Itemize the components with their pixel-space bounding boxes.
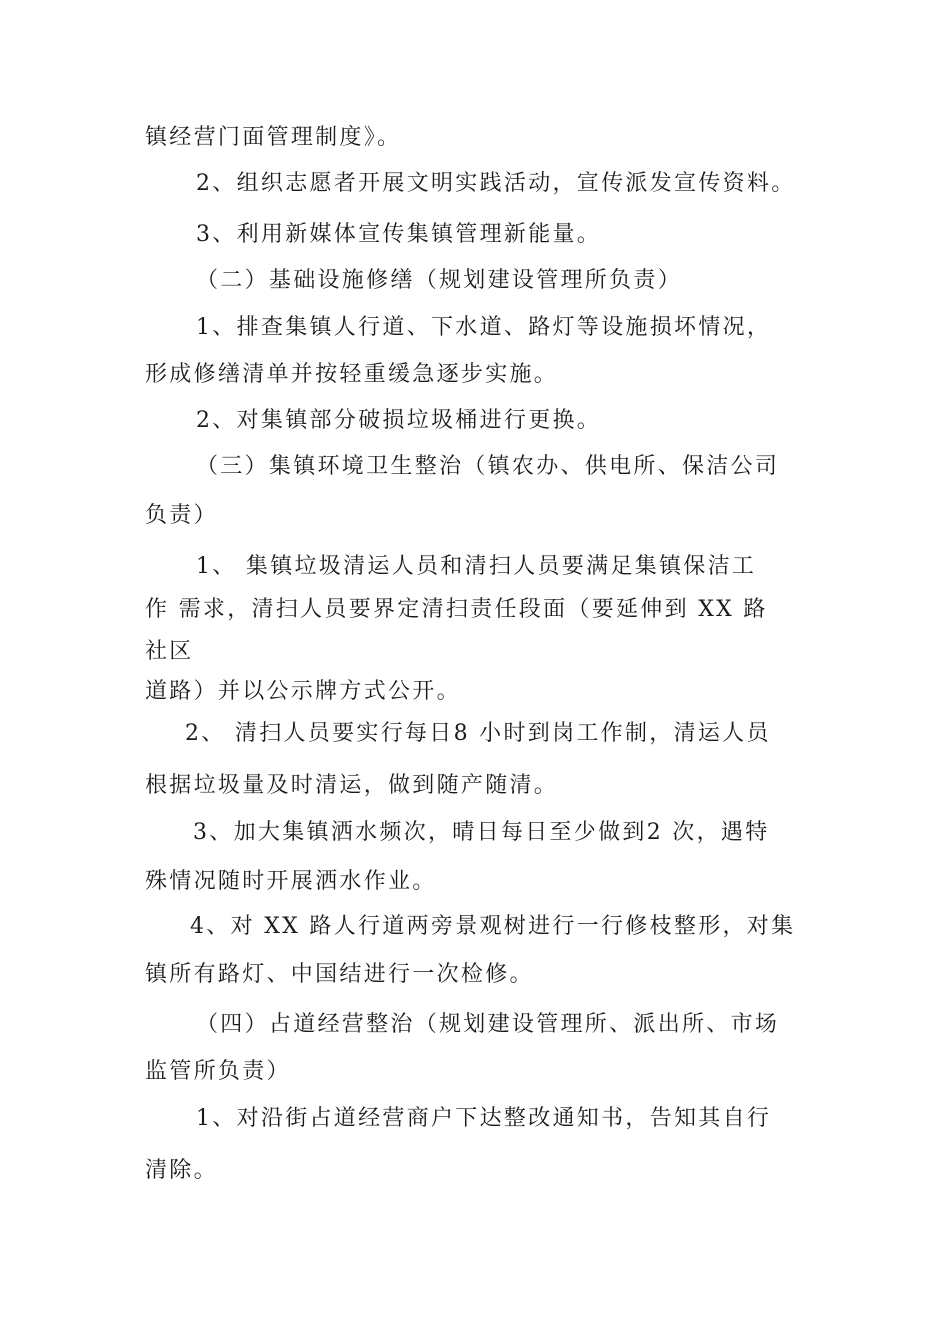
section-heading: （三）集镇环境卫生整治（镇农办、供电所、保洁公司 xyxy=(196,454,780,479)
text-line: 1、排查集镇人行道、下水道、路灯等设施损坏情况， xyxy=(196,315,772,340)
text-line: 3、利用新媒体宣传集镇管理新能量。 xyxy=(196,222,602,247)
text-line: 镇所有路灯、中国结进行一次检修。 xyxy=(145,962,534,987)
text-line: 形成修缮清单并按轻重缓急逐步实施。 xyxy=(145,362,559,387)
text-line: 1、 集镇垃圾清运人员和清扫人员要满足集镇保洁工 xyxy=(196,554,757,579)
text-line: 3、加大集镇洒水频次，晴日每日至少做到2 次，遇特 xyxy=(193,820,770,845)
text-line: 1、对沿街占道经营商户下达整改通知书，告知其自行 xyxy=(196,1106,772,1131)
text-line: 社区 xyxy=(145,639,194,664)
text-line: 道路）并以公示牌方式公开。 xyxy=(145,679,461,704)
section-heading: （四）占道经营整治（规划建设管理所、派出所、市场 xyxy=(196,1012,780,1037)
text-line: 根据垃圾量及时清运，做到随产随清。 xyxy=(145,773,559,798)
text-line: 殊情况随时开展洒水作业。 xyxy=(145,869,437,894)
section-heading: 监管所负责） xyxy=(145,1059,291,1084)
text-line: 4、对 XX 路人行道两旁景观树进行一行修枝整形，对集 xyxy=(190,914,796,939)
text-line: 作 需求，清扫人员要界定清扫责任段面（要延伸到 XX 路 xyxy=(145,597,768,622)
text-line: 2、组织志愿者开展文明实践活动，宣传派发宣传资料。 xyxy=(196,171,796,196)
text-line: 2、对集镇部分破损垃圾桶进行更换。 xyxy=(196,408,602,433)
section-heading: （二）基础设施修缮（规划建设管理所负责） xyxy=(196,268,683,293)
text-line: 清除。 xyxy=(145,1158,218,1183)
section-heading: 负责） xyxy=(145,503,218,528)
text-line: 2、 清扫人员要实行每日8 小时到岗工作制，清运人员 xyxy=(185,721,771,746)
text-line: 镇经营门面管理制度》。 xyxy=(145,125,402,150)
